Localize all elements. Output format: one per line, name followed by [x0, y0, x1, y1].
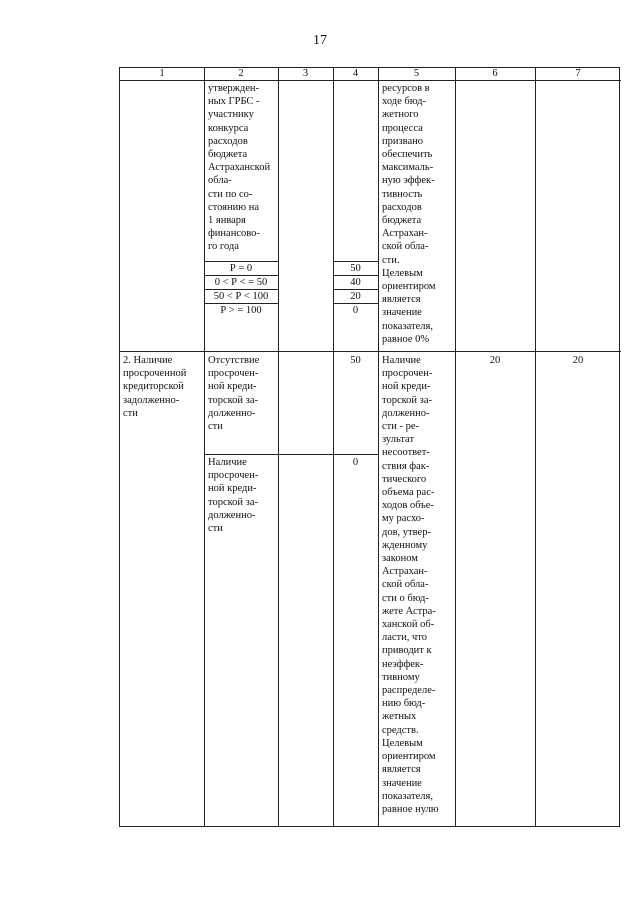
column-divider — [378, 68, 379, 826]
row2-criterion-text: 2. Наличие просроченной кредиторской задолженно- сти — [123, 355, 187, 419]
range-label: Р = 0 — [229, 263, 253, 274]
range-score: 50 — [350, 263, 361, 274]
header-col-6: 6 — [492, 68, 498, 79]
range-score: 0 — [352, 305, 359, 316]
range-label: 0 < Р < = 50 — [214, 277, 268, 288]
column-divider — [204, 68, 205, 826]
header-divider — [120, 80, 621, 81]
header-col-3: 3 — [302, 68, 309, 79]
row2-option-b-text: Наличие просрочен- ной креди- торской за- долженно- сти — [208, 457, 259, 535]
row2-col7-value: 20 — [572, 355, 584, 366]
range-label: 50 < Р < 100 — [213, 291, 269, 302]
range-score: 20 — [350, 291, 361, 302]
range-score: 40 — [350, 277, 361, 288]
header-col-1: 1 — [159, 68, 165, 79]
column-divider — [535, 68, 536, 826]
option-divider — [204, 454, 378, 455]
row2-option-b-score: 0 — [352, 457, 359, 468]
row-divider — [120, 351, 621, 352]
column-divider — [455, 68, 456, 826]
header-col-2: 2 — [238, 68, 244, 79]
row2-col5-text: Наличие просрочен- ной креди- торской за- долженно- сти - ре- зультат несоответ- ствия фак- тического объема рас- ходов объе- му расхо- дов, утвер- жденному законом Астрахан- ской обла- сти о бюд- жете Астра- ханской об- ласти, что приводит к неэффек- тивному распределе- нию бюд- жетных средств. Целевым ориентиром является значение показателя, равное нулю — [382, 355, 439, 815]
column-divider — [278, 68, 279, 826]
row2-option-a-score: 50 — [350, 355, 361, 366]
header-col-7: 7 — [575, 68, 581, 79]
header-col-5: 5 — [413, 68, 420, 79]
row2-col6-value: 20 — [489, 355, 501, 366]
criteria-table — [119, 67, 620, 827]
row2-option-a-text: Отсутствие просрочен- ной креди- торской за- долженно- сти — [208, 355, 260, 433]
row1-col5-text: ресурсов в ходе бюд- жетного процесса призвано обеспечить максималь- ную эффек- тивность расходов бюджета Астрахан- ской обла- сти. Целевым ориентиром является значение показателя, равное 0% — [382, 83, 436, 345]
row1-col2-text: утвержден- ных ГРБС - участнику конкурса расходов бюджета Астраханской обла- сти по со- стоянию на 1 января финансово- го года — [208, 83, 271, 253]
range-label: Р > = 100 — [220, 305, 262, 316]
column-divider — [333, 68, 334, 826]
header-col-4: 4 — [352, 68, 359, 79]
page-number: 17 — [313, 33, 327, 48]
